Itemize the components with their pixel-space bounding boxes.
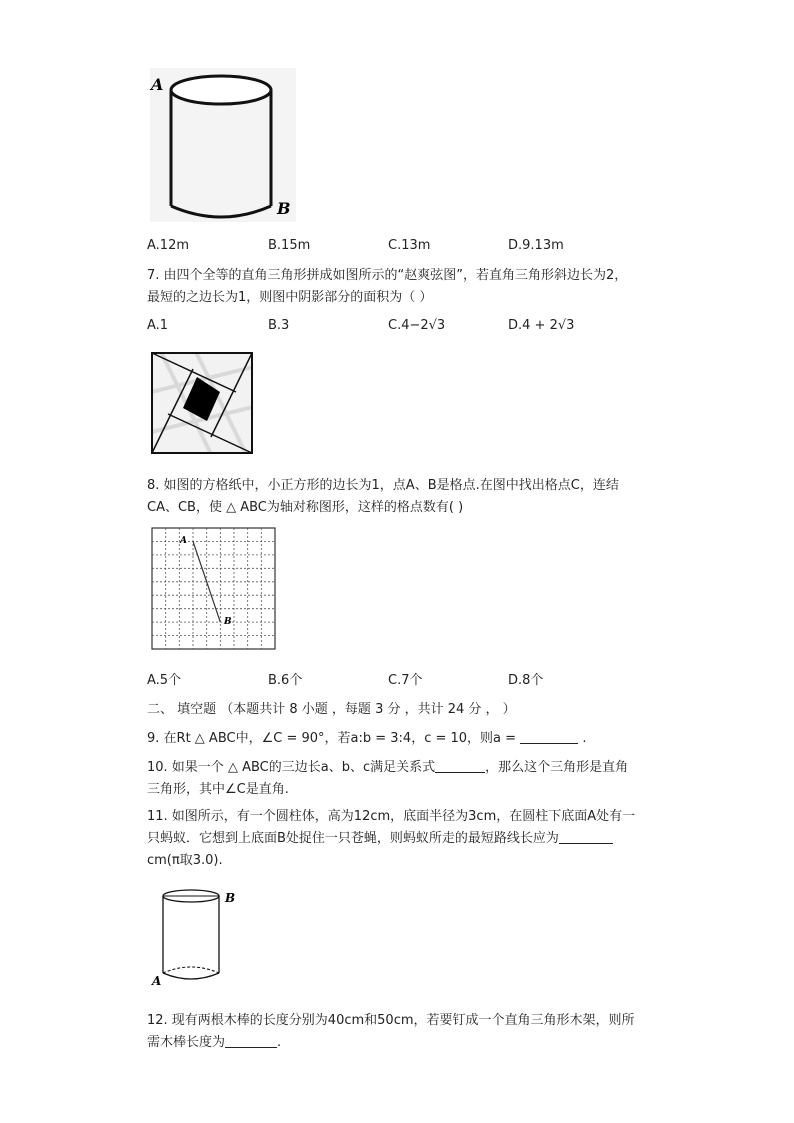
q10-stem-line1 — [147, 758, 628, 778]
q11-text-a: 只蚂蚁．它想到上底面B处捉住一只苍蝇，则蚂蚁所走的最短路线长应为 — [147, 831, 559, 846]
q7-option-b: B.3 — [268, 318, 290, 333]
q7-option-c: C.4−2√3 — [388, 318, 446, 333]
q10-answer-blank[interactable] — [435, 758, 485, 773]
q11-stem-line3: cm(π取3.0). — [147, 853, 223, 868]
q7-stem-line1: 7. 由四个全等的直角三角形拼成如图所示的“赵爽弦图”，若直角三角形斜边长为2， — [147, 268, 628, 283]
q6-option-a: A.12m — [147, 238, 190, 253]
q9-text: 9. 在Rt △ ABC中，∠C = 90°，若a:b = 3:4，c = 10，则a = — [147, 731, 517, 746]
point-b-label: B — [224, 617, 232, 627]
q12-period: . — [277, 1035, 282, 1050]
q11-answer-blank[interactable] — [559, 829, 613, 844]
q10-stem-line2: 三角形，其中∠C是直角. — [147, 782, 289, 797]
q12-stem-line1: 12. 现有两根木棒的长度分别为40cm和50cm，若要钉成一个直角三角形木架，则所 — [147, 1013, 635, 1028]
point-a-label: A — [152, 974, 162, 988]
q11-stem-line1: 11. 如图所示，有一个圆柱体，高为12cm，底面半径为3cm，在圆柱下底面A处有一 — [147, 809, 636, 824]
q8-stem-line1: 8. 如图的方格纸中，小正方形的边长为1，点A、B是格点.在图中找出格点C，连结 — [147, 478, 619, 493]
q8-option-b: B.6个 — [268, 673, 303, 688]
q9-stem — [147, 729, 586, 749]
point-a-label: A — [151, 75, 164, 94]
zhao-shuang-figure — [151, 352, 253, 454]
q8-option-a: A.5个 — [147, 673, 182, 688]
q10-text-a: 10. 如果一个 △ ABC的三边长a、b、c满足关系式 — [147, 760, 436, 775]
point-b-label: B — [225, 891, 236, 905]
q6-option-d: D.9.13m — [508, 238, 564, 253]
q12-stem-line2 — [147, 1033, 281, 1053]
cylinder-figure-q11 — [150, 883, 242, 989]
q9-answer-blank[interactable] — [520, 729, 578, 744]
q8-option-c: C.7个 — [388, 673, 423, 688]
q8-option-d: D.8个 — [508, 673, 544, 688]
q11-stem-line2 — [147, 829, 613, 849]
q7-option-a: A.1 — [147, 318, 169, 333]
section-heading-fill-in: 二、 填空题 （本题共计 8 小题 ，每题 3 分 ，共计 24 分 ， ） — [147, 702, 516, 717]
q7-option-d: D.4 + 2√3 — [508, 318, 575, 333]
grid-figure-q8 — [148, 526, 278, 652]
cylinder-figure-q6 — [148, 66, 298, 224]
q9-period: . — [582, 731, 587, 746]
point-b-label: B — [277, 199, 291, 218]
q12-text-a: 需木棒长度为 — [147, 1035, 226, 1050]
q6-option-c: C.13m — [388, 238, 431, 253]
q12-answer-blank[interactable] — [225, 1033, 277, 1048]
q10-text-b: ，那么这个三角形是直角 — [485, 760, 629, 775]
q7-stem-line2: 最短的之边长为1，则图中阴影部分的面积为（ ） — [147, 290, 433, 305]
q8-stem-line2: CA、CB，使 △ ABC为轴对称图形，这样的格点数有( ) — [147, 500, 464, 515]
point-a-label: A — [180, 536, 187, 546]
q6-option-b: B.15m — [268, 238, 311, 253]
